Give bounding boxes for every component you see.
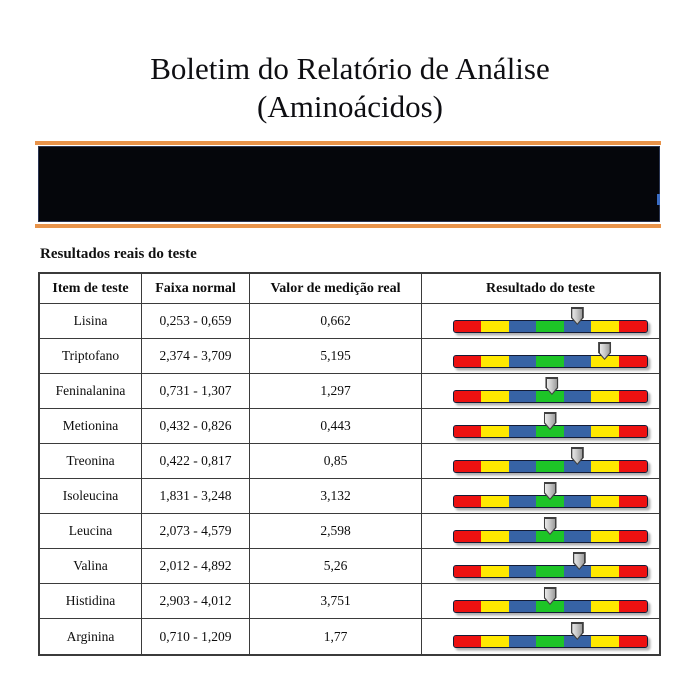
normal-range: 0,731 - 1,307 bbox=[142, 374, 250, 408]
header-resultado: Resultado do teste bbox=[486, 280, 595, 296]
table-row bbox=[40, 409, 659, 444]
result-bar-wrap bbox=[453, 409, 648, 443]
result-bar-wrap bbox=[453, 549, 648, 583]
bar-segment-yellow bbox=[591, 566, 619, 577]
table-row bbox=[40, 619, 659, 654]
measured-value: 5,195 bbox=[250, 339, 422, 373]
orange-divider-bottom bbox=[35, 224, 661, 228]
table-row bbox=[40, 374, 659, 409]
bar-segment-blue bbox=[509, 566, 537, 577]
normal-range: 2,903 - 4,012 bbox=[142, 584, 250, 618]
bar-segment-yellow bbox=[481, 496, 509, 507]
bar-segment-red bbox=[454, 531, 482, 542]
test-item-name: Isoleucina bbox=[40, 479, 142, 513]
bar-segment-green bbox=[536, 356, 564, 367]
test-item-name: Treonina bbox=[40, 444, 142, 478]
test-item-name: Lisina bbox=[40, 304, 142, 338]
bar-segment-red bbox=[454, 566, 482, 577]
normal-range: 2,374 - 3,709 bbox=[142, 339, 250, 373]
bar-segment-red bbox=[454, 356, 482, 367]
table-row bbox=[40, 514, 659, 549]
bar-segment-green bbox=[536, 566, 564, 577]
bar-segment-red bbox=[619, 391, 647, 402]
measured-value: 3,132 bbox=[250, 479, 422, 513]
result-bar-wrap bbox=[453, 514, 648, 548]
normal-range: 2,012 - 4,892 bbox=[142, 549, 250, 583]
bar-segment-blue bbox=[509, 496, 537, 507]
measured-value: 3,751 bbox=[250, 584, 422, 618]
table-row bbox=[40, 584, 659, 619]
bar-segment-green bbox=[536, 636, 564, 647]
header-faixa-normal: Faixa normal bbox=[142, 274, 250, 303]
bar-segment-red bbox=[454, 601, 482, 612]
bar-segment-yellow bbox=[591, 601, 619, 612]
page-title-line1: Boletim do Relatório de Análise bbox=[150, 51, 550, 86]
bar-segment-yellow bbox=[481, 531, 509, 542]
bar-segment-blue bbox=[509, 356, 537, 367]
bar-segment-yellow bbox=[591, 636, 619, 647]
measured-value: 5,26 bbox=[250, 549, 422, 583]
bar-segment-blue bbox=[564, 601, 592, 612]
normal-range: 0,253 - 0,659 bbox=[142, 304, 250, 338]
header-item-de-teste: Item de teste bbox=[40, 274, 142, 303]
bar-segment-red bbox=[619, 461, 647, 472]
bar-segment-yellow bbox=[591, 461, 619, 472]
bar-segment-yellow bbox=[481, 391, 509, 402]
page-title bbox=[0, 50, 700, 126]
orange-divider-top bbox=[35, 141, 661, 145]
bar-segment-yellow bbox=[481, 636, 509, 647]
table-header-row bbox=[40, 274, 659, 304]
result-bar-wrap bbox=[453, 479, 648, 513]
bar-segment-red bbox=[619, 356, 647, 367]
measured-value: 0,443 bbox=[250, 409, 422, 443]
result-cell bbox=[422, 304, 659, 338]
test-item-name: Metionina bbox=[40, 409, 142, 443]
result-cell bbox=[422, 444, 659, 478]
bar-segment-blue bbox=[564, 356, 592, 367]
bar-segment-yellow bbox=[591, 391, 619, 402]
result-bar-wrap bbox=[453, 584, 648, 618]
header-valor-medicao: Valor de medição real bbox=[250, 274, 422, 303]
test-item-name: Valina bbox=[40, 549, 142, 583]
normal-range: 0,422 - 0,817 bbox=[142, 444, 250, 478]
measured-value: 1,297 bbox=[250, 374, 422, 408]
result-bar bbox=[453, 635, 648, 648]
bar-segment-yellow bbox=[591, 426, 619, 437]
results-table bbox=[38, 272, 661, 656]
result-bar bbox=[453, 355, 648, 368]
bar-segment-red bbox=[454, 636, 482, 647]
normal-range: 1,831 - 3,248 bbox=[142, 479, 250, 513]
bar-segment-yellow bbox=[481, 461, 509, 472]
bar-segment-blue bbox=[564, 496, 592, 507]
bar-segment-red bbox=[619, 636, 647, 647]
bar-segment-blue bbox=[564, 426, 592, 437]
result-bar bbox=[453, 320, 648, 333]
bar-segment-blue bbox=[509, 636, 537, 647]
bar-segment-red bbox=[619, 601, 647, 612]
bar-segment-yellow bbox=[591, 321, 619, 332]
bar-segment-yellow bbox=[481, 566, 509, 577]
result-bar bbox=[453, 565, 648, 578]
result-cell bbox=[422, 584, 659, 618]
bar-segment-blue bbox=[509, 391, 537, 402]
bar-segment-red bbox=[619, 566, 647, 577]
test-item-name: Histidina bbox=[40, 584, 142, 618]
bar-segment-blue bbox=[509, 531, 537, 542]
result-cell bbox=[422, 514, 659, 548]
bar-segment-red bbox=[619, 531, 647, 542]
page-title-line2: (Aminoácidos) bbox=[257, 89, 443, 124]
bar-segment-blue bbox=[509, 601, 537, 612]
bar-segment-red bbox=[619, 321, 647, 332]
result-bar-wrap bbox=[453, 304, 648, 338]
normal-range: 0,432 - 0,826 bbox=[142, 409, 250, 443]
bar-segment-yellow bbox=[591, 531, 619, 542]
result-bar bbox=[453, 460, 648, 473]
bar-segment-red bbox=[454, 496, 482, 507]
table-row bbox=[40, 444, 659, 479]
normal-range: 0,710 - 1,209 bbox=[142, 619, 250, 654]
bar-segment-yellow bbox=[481, 356, 509, 367]
bar-segment-blue bbox=[509, 461, 537, 472]
bar-segment-green bbox=[536, 461, 564, 472]
result-cell bbox=[422, 339, 659, 373]
redacted-black-box bbox=[38, 146, 660, 222]
measured-value: 0,85 bbox=[250, 444, 422, 478]
result-bar-wrap bbox=[453, 619, 648, 654]
table-row bbox=[40, 479, 659, 514]
bar-segment-red bbox=[619, 496, 647, 507]
bar-segment-blue bbox=[509, 426, 537, 437]
bar-segment-blue bbox=[564, 391, 592, 402]
test-item-name: Feninalanina bbox=[40, 374, 142, 408]
result-bar-wrap bbox=[453, 374, 648, 408]
section-heading: Resultados reais do teste bbox=[40, 246, 197, 262]
normal-range: 2,073 - 4,579 bbox=[142, 514, 250, 548]
result-cell bbox=[422, 619, 659, 654]
test-item-name: Arginina bbox=[40, 619, 142, 654]
bar-segment-red bbox=[454, 321, 482, 332]
result-cell bbox=[422, 479, 659, 513]
bar-segment-green bbox=[536, 321, 564, 332]
bar-segment-yellow bbox=[481, 601, 509, 612]
measured-value: 0,662 bbox=[250, 304, 422, 338]
text-caret bbox=[657, 194, 660, 205]
bar-segment-blue bbox=[509, 321, 537, 332]
measured-value: 1,77 bbox=[250, 619, 422, 654]
measured-value: 2,598 bbox=[250, 514, 422, 548]
table-row bbox=[40, 339, 659, 374]
bar-segment-red bbox=[454, 461, 482, 472]
bar-segment-red bbox=[619, 426, 647, 437]
test-item-name: Leucina bbox=[40, 514, 142, 548]
bar-segment-blue bbox=[564, 531, 592, 542]
result-cell bbox=[422, 374, 659, 408]
bar-segment-yellow bbox=[591, 496, 619, 507]
result-cell bbox=[422, 549, 659, 583]
bar-segment-yellow bbox=[481, 321, 509, 332]
bar-segment-red bbox=[454, 426, 482, 437]
bar-segment-red bbox=[454, 391, 482, 402]
result-cell bbox=[422, 409, 659, 443]
test-item-name: Triptofano bbox=[40, 339, 142, 373]
table-row bbox=[40, 549, 659, 584]
table-row bbox=[40, 304, 659, 339]
bar-segment-yellow bbox=[481, 426, 509, 437]
result-bar-wrap bbox=[453, 444, 648, 478]
result-bar-wrap bbox=[453, 339, 648, 373]
